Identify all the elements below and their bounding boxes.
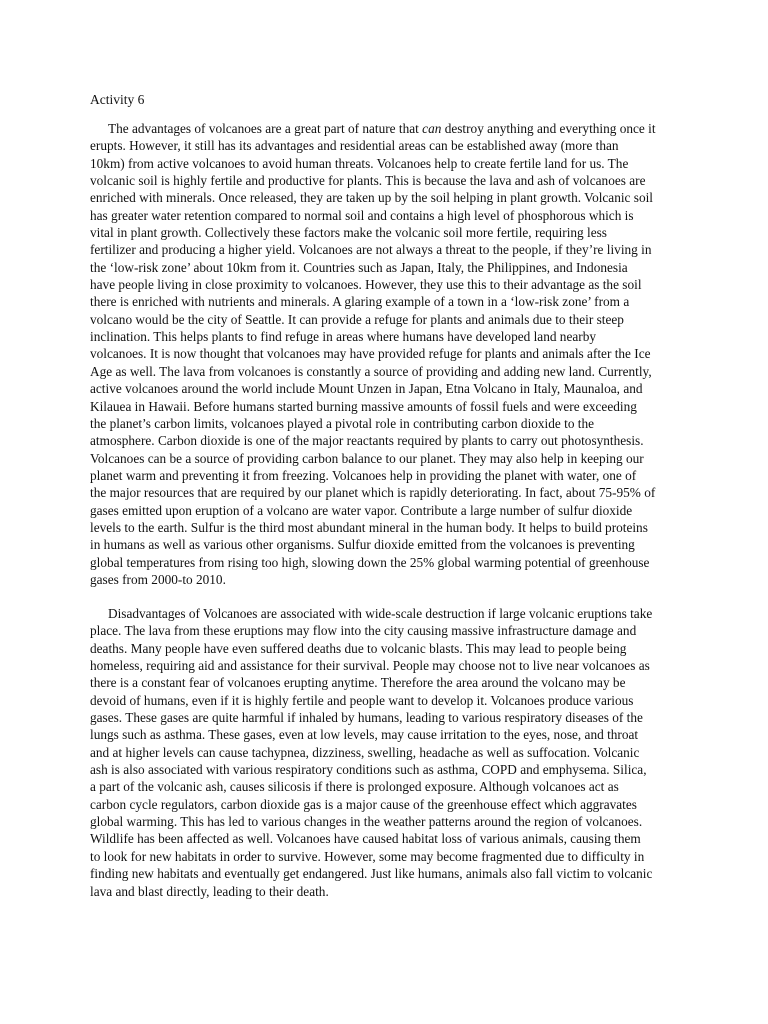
paragraph-line: volcanic soil is highly fertile and productive for plants. This is because the lava and ash of volcanoes are — [90, 173, 646, 189]
paragraph-line: gases from 2000-to 2010. — [90, 571, 226, 587]
paragraph-line: volcano would be the city of Seattle. It can provide a refuge for plants and animals due to their steep — [90, 311, 624, 327]
paragraph-line: devoid of humans, even if it is highly fertile and people want to develop it. Volcanoes produce various — [90, 692, 634, 708]
paragraph-line: to look for new habitats in order to survive. However, some may become fragmented due to difficulty in — [90, 848, 645, 864]
paragraph-line: volcanoes. It is now thought that volcanoes may have provided refuge for plants and animals after the Ice — [90, 346, 651, 362]
paragraph-line: has greater water retention compared to normal soil and contains a high level of phosphorous which is — [90, 207, 634, 223]
paragraph-line: there is enriched with nutrients and minerals. A glaring example of a town in a ‘low-risk zone’ from a — [90, 294, 630, 310]
page-title: Activity 6 — [90, 92, 145, 107]
paragraph-line: deaths. Many people have even suffered deaths due to volcanic blasts. This may lead to people being — [90, 640, 627, 656]
paragraph-line: the ‘low-risk zone’ about 10km from it. Countries such as Japan, Italy, the Philippines, and Indonesia — [90, 259, 628, 275]
paragraph-line: lava and blast directly, leading to their death. — [90, 883, 329, 899]
paragraph-advantages — [90, 120, 690, 588]
paragraph-line: place. The lava from these eruptions may flow into the city causing massive infrastructure damage and — [90, 623, 637, 639]
paragraph-line: have people living in close proximity to volcanoes. However, they use this to their advantage as the soil — [90, 277, 642, 293]
paragraph-line: erupts. However, it still has its advantages and residential areas can be established away (more than — [90, 138, 619, 154]
paragraph-line: there is a constant fear of volcanoes erupting anytime. Therefore the area around the volcano may be — [90, 675, 626, 691]
paragraph-line: 10km) from active volcanoes to avoid human threats. Volcanoes help to create fertile land for us. The — [90, 155, 629, 171]
paragraph-line: gases emitted upon eruption of a volcano are water vapor. Contribute a large number of sulfur dioxide — [90, 502, 633, 518]
paragraph-line: Wildlife has been affected as well. Volcanoes have caused habitat loss of various animals, causing them — [90, 831, 641, 847]
paragraph-line: active volcanoes around the world include Mount Unzen in Japan, Etna Volcano in Italy, Maunaloa, and — [90, 381, 643, 397]
paragraph-line: finding new habitats and eventually get endangered. Just like humans, animals also fall victim to volcanic — [90, 866, 653, 882]
paragraph-line: and at higher levels can cause tachypnea, dizziness, swelling, headache as well as suffocation. Volcanic — [90, 744, 640, 760]
paragraph-line: Age as well. The lava from volcanoes is constantly a source of providing and adding new land. Currently, — [90, 363, 652, 379]
paragraph-line: planet warm and preventing it from freezing. Volcanoes help in providing the planet with water, one of — [90, 467, 637, 483]
paragraph-line: gases. These gases are quite harmful if inhaled by humans, leading to various respiratory diseases of the — [90, 710, 643, 726]
paragraph-line: lungs such as asthma. These gases, even at low levels, may cause irritation to the eyes, nose, and throat — [90, 727, 639, 743]
paragraph-line: a part of the volcanic ash, causes silicosis if there is prolonged exposure. Although volcanoes act as — [90, 779, 619, 795]
paragraph-line: atmosphere. Carbon dioxide is one of the major reactants required by plants to carry out photosynthesis. — [90, 433, 644, 449]
paragraph-line: ash is also associated with various respiratory conditions such as asthma, COPD and emphysema. Silica, — [90, 762, 647, 778]
paragraph-line: fertilizer and producing a higher yield. Volcanoes are not always a threat to the people, if they’re living in — [90, 242, 652, 258]
paragraph-line: The advantages of volcanoes are a great part of nature that can destroy anything and everything once it — [108, 121, 656, 136]
paragraph-line: inclination. This helps plants to find refuge in areas where humans have developed land nearby — [90, 329, 596, 345]
paragraph-line: homeless, requiring aid and assistance for their survival. People may choose not to live near volcanoes as — [90, 658, 650, 674]
paragraph-line: global warming. This has led to various changes in the weather patterns around the region of volcanoes. — [90, 814, 643, 830]
paragraph-line: the planet’s carbon limits, volcanoes played a pivotal role in contributing carbon dioxide to the — [90, 415, 595, 431]
paragraph-line: carbon cycle regulators, carbon dioxide gas is a major cause of the greenhouse effect which aggravates — [90, 796, 637, 812]
emphasis-text: can — [422, 121, 442, 136]
paragraph-line: global temperatures from rising too high, slowing down the 25% global warming potential of greenhouse — [90, 554, 650, 570]
paragraph-line: in humans as well as various other organisms. Sulfur dioxide emitted from the volcanoes is preventing — [90, 537, 635, 553]
paragraph-line: Volcanoes can be a source of providing carbon balance to our planet. They may also help in keeping our — [90, 450, 644, 466]
paragraph-line: enriched with minerals. Once released, they are taken up by the soil helping in plant growth. Volcanic soil — [90, 190, 653, 206]
paragraph-disadvantages — [90, 605, 690, 900]
paragraph-line: Disadvantages of Volcanoes are associated with wide-scale destruction if large volcanic eruptions take — [108, 606, 653, 621]
paragraph-line: levels to the earth. Sulfur is the third most abundant mineral in the human body. It helps to build proteins — [90, 519, 648, 535]
paragraph-line: the major resources that are required by our planet which is rapidly deteriorating. In fact, about 75-95% of — [90, 485, 656, 501]
paragraph-line: vital in plant growth. Collectively these factors make the volcanic soil more fertile, requiring less — [90, 225, 607, 241]
paragraph-line: Kilauea in Hawaii. Before humans started burning massive amounts of fossil fuels and were exceeding — [90, 398, 637, 414]
